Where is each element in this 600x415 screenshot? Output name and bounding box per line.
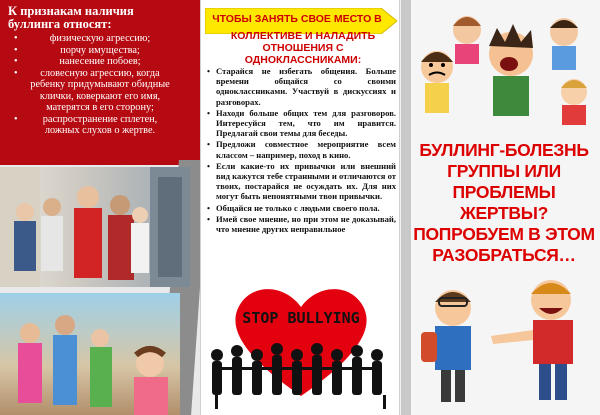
photo-crying-girl (0, 293, 180, 415)
stop-bullying-image (203, 271, 399, 415)
sign-item: • нанесение побоев; (4, 56, 174, 68)
right-panel (401, 0, 600, 415)
sign-item: • распространение сплетен, ложных слухов о жертве. (4, 114, 174, 137)
sign-item: • порчу имущества; (4, 45, 174, 57)
advice-item: • Если какие-то их привычки или внешний вид кажутся тебе странными и отличаются от твоих, постарайся не осуждать их. Для них могут быть непонятными твои привычки. (206, 161, 396, 202)
banner-line1: ЧТОБЫ ЗАНЯТЬ СВОЕ МЕСТО В (212, 13, 382, 25)
photo-school-hallway (0, 167, 190, 287)
advice-item: • Общайся не только с людьми своего пола. (206, 203, 396, 213)
left-panel (0, 0, 200, 415)
signs-title: К признакам наличия буллинга относят: (8, 4, 134, 31)
sign-item: • физическую агрессию; (4, 33, 174, 45)
main-headline: БУЛЛИНГ-БОЛЕЗНЬ ГРУППЫ ИЛИ ПРОБЛЕМЫ ЖЕРТВЫ? ПОПРОБУЕМ В ЭТОМ РАЗОБРАТЬСЯ… (413, 140, 595, 265)
sign-item: • словесную агрессию, когда ребенку придумывают обидные клички, коверкают его имя, матерятся в его сторону; (4, 68, 174, 114)
advice-banner (205, 8, 397, 66)
banner-line2: КОЛЛЕКТИВЕ И НАЛАДИТЬ ОТНОШЕНИЯ С ОДНОКЛАССНИКАМИ: (230, 30, 376, 66)
cartoon-pointing-boys (411, 270, 599, 413)
signs-list (4, 33, 174, 137)
advice-item: • Находи больше общих тем для разговоров. Интересуйся тем, что им нравится. Предлагай свои темы для беседы. (206, 108, 396, 139)
stop-bullying-text: STOP BULLYING (242, 309, 360, 327)
advice-item: • Имей свое мнение, но при этом не доказывай, что мнение других неправильное (206, 214, 396, 234)
people-silhouettes (211, 343, 386, 409)
advice-item: • Предложи совместное мероприятие всем классом – например, поход в кино. (206, 139, 396, 159)
middle-panel (200, 0, 400, 415)
advice-item: • Старайся не избегать общения. Больше времени общайся со своими одноклассниками. Участвуй в дискуссиях и разговорах. (206, 66, 396, 107)
advice-list (206, 66, 396, 235)
cartoon-bully-group (409, 2, 599, 127)
